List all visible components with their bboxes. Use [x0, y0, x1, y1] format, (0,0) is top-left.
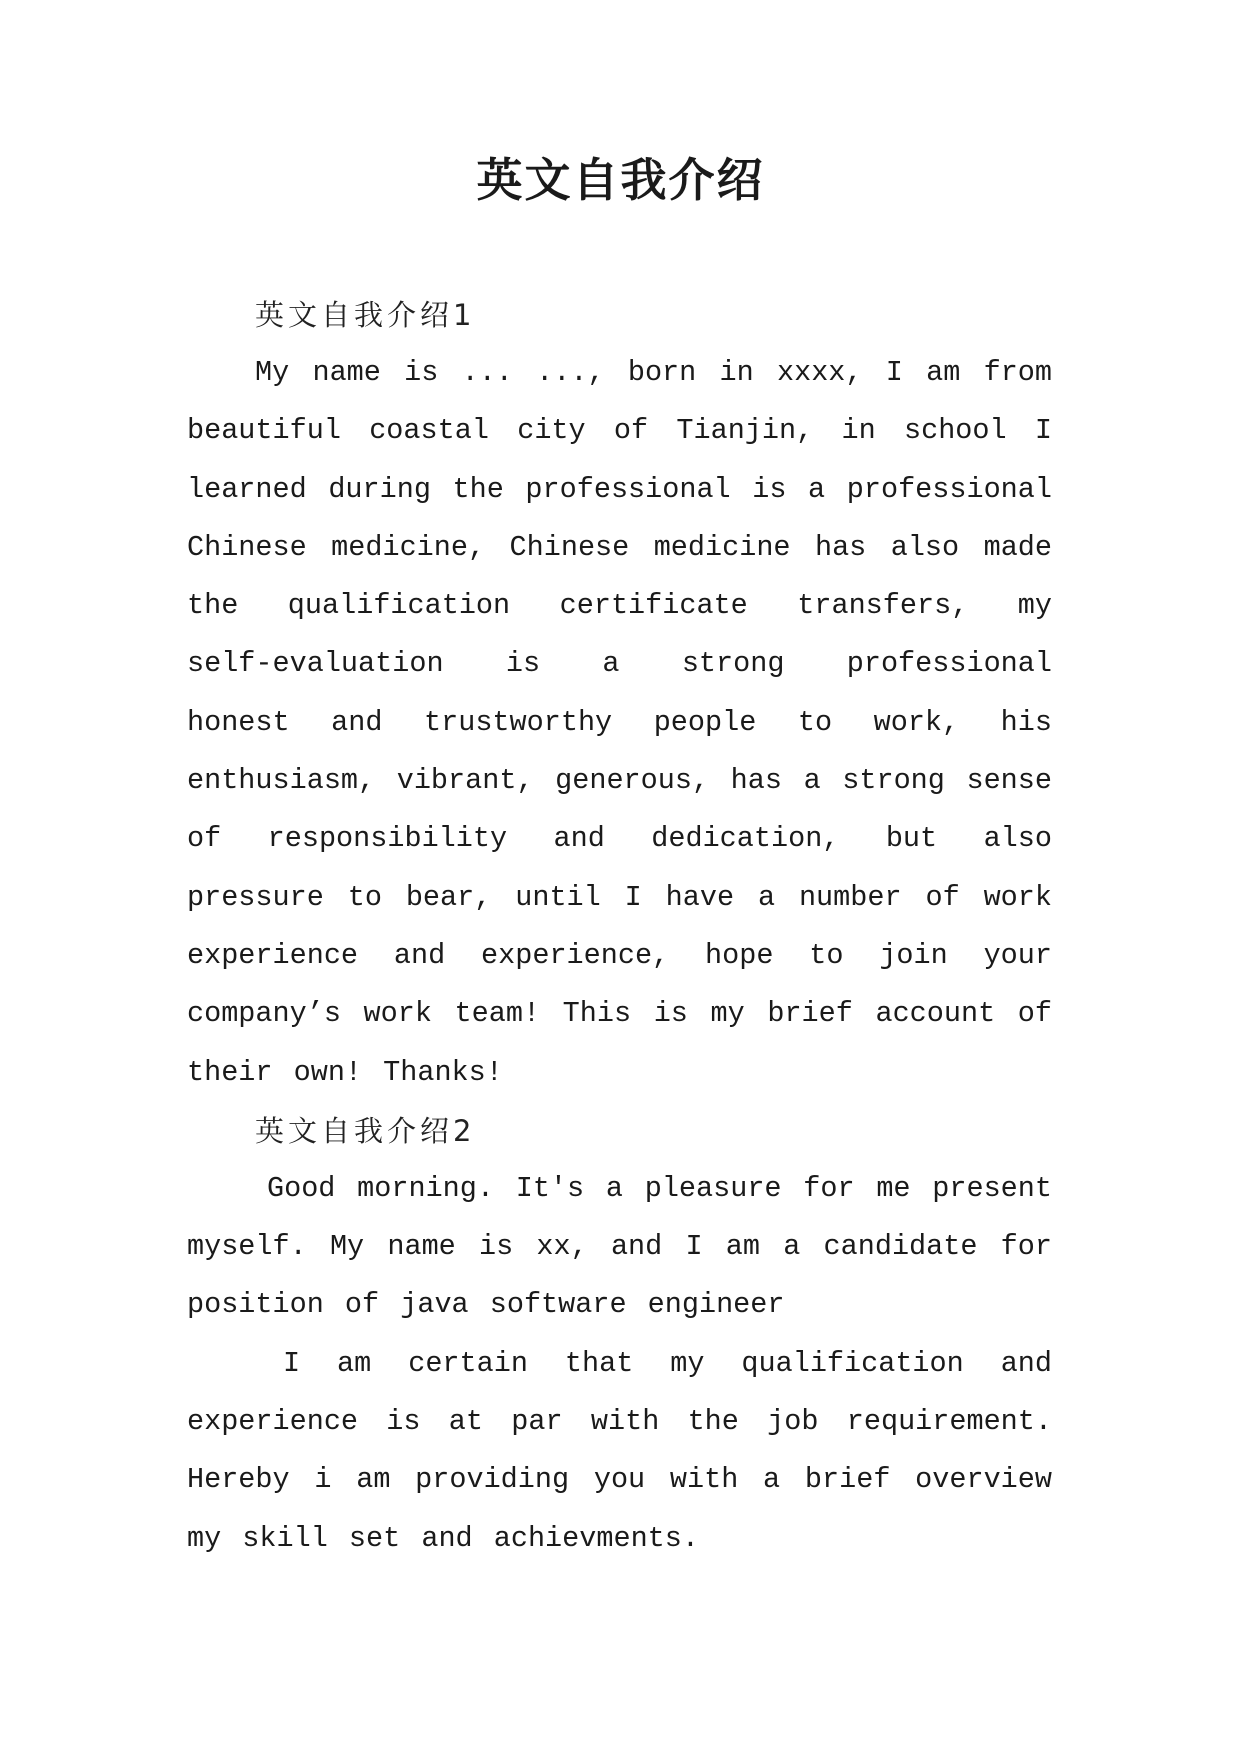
- text-line: beautiful coastal city of Tianjin, in school I: [187, 414, 1052, 448]
- section-heading: 英文自我介绍2: [255, 1113, 476, 1148]
- document-title: 英文自我介绍: [476, 153, 765, 207]
- text-line: position of java software engineer: [187, 1288, 785, 1322]
- section-heading: 英文自我介绍1: [255, 298, 476, 332]
- document-body: [187, 286, 1052, 1568]
- text-line: myself. My name is xx, and I am a candidate for: [187, 1230, 1052, 1264]
- text-line: enthusiasm, vibrant, generous, has a strong sense: [187, 764, 1052, 798]
- text-line: my skill set and achievments.: [187, 1521, 699, 1555]
- text-line: experience is at par with the job requirement.: [187, 1405, 1052, 1439]
- text-line: Chinese medicine, Chinese medicine has also made: [187, 530, 1052, 564]
- text-line: Good morning. It's a pleasure for me present: [267, 1171, 1052, 1205]
- text-line: Hereby i am providing you with a brief overview: [187, 1463, 1052, 1497]
- text-line: pressure to bear, until I have a number of work: [187, 880, 1052, 914]
- paragraph: [187, 344, 1052, 1102]
- text-line: the qualification certificate transfers, my: [187, 589, 1052, 623]
- text-line: their own! Thanks!: [187, 1055, 503, 1089]
- paragraph: [187, 1335, 1052, 1568]
- text-line: honest and trustworthy people to work, his: [187, 705, 1052, 739]
- text-line: learned during the professional is a professional: [187, 472, 1052, 506]
- text-line: I am certain that my qualification and: [283, 1346, 1052, 1380]
- text-line: company’s work team! This is my brief account of: [187, 997, 1052, 1031]
- text-line: self-evaluation is a strong professional: [187, 647, 1052, 681]
- paragraph: [187, 1160, 1052, 1335]
- text-line: My name is ... ..., born in xxxx, I am from: [255, 356, 1052, 389]
- text-line: experience and experience, hope to join your: [187, 938, 1052, 972]
- text-line: of responsibility and dedication, but also: [187, 822, 1052, 856]
